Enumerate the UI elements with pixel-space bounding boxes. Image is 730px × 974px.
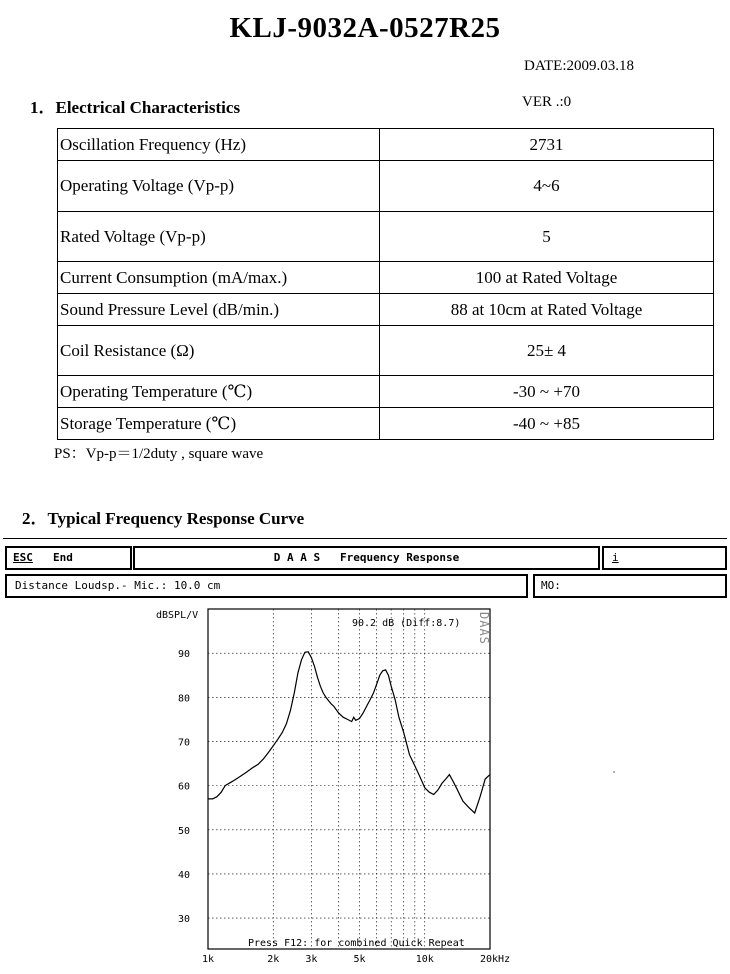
electrical-characteristics-table — [57, 128, 714, 440]
section-2-heading: 2．Typical Frequency Response Curve — [22, 509, 305, 528]
spec-label: Operating Temperature (℃) — [58, 376, 380, 408]
chart-grid — [208, 609, 490, 949]
info-label: i — [612, 551, 619, 564]
x-tick-label: 5k — [353, 954, 366, 965]
spec-value: 100 at Rated Voltage — [380, 262, 714, 294]
chart-footer: Press F12: for combined Quick Repeat — [248, 938, 465, 949]
spec-label: Current Consumption (mA/max.) — [58, 262, 380, 294]
y-tick-label: 80 — [177, 693, 190, 705]
table-row — [58, 129, 714, 161]
frequency-response-chart — [0, 600, 730, 974]
distance-field — [5, 574, 528, 598]
y-tick-label: 30 — [177, 914, 190, 926]
spec-label: Operating Voltage (Vp-p) — [58, 161, 380, 212]
divider — [3, 538, 727, 539]
x-tick-label: 3k — [305, 954, 318, 965]
spec-value: 2731 — [380, 129, 714, 161]
spec-label: Coil Resistance (Ω) — [58, 326, 380, 376]
spec-label: Rated Voltage (Vp-p) — [58, 212, 380, 262]
esc-end-button[interactable] — [5, 546, 132, 570]
y-tick-label: 40 — [177, 869, 190, 881]
spec-label: Oscillation Frequency (Hz) — [58, 129, 380, 161]
daas-title-bar — [133, 546, 600, 570]
mo-field[interactable] — [533, 574, 727, 598]
spec-value: -30 ~ +70 — [380, 376, 714, 408]
document-title: KLJ-9032A-0527R25 — [229, 12, 501, 44]
daas-watermark: DAAS — [477, 612, 491, 645]
section-1-heading: 1．Electrical Characteristics — [30, 98, 241, 117]
y-axis-label: dBSPL/V — [156, 610, 199, 621]
x-tick-label: 1k — [201, 954, 215, 965]
x-tick-label: 20kHz — [480, 954, 511, 965]
daas-title: D A A S Frequency Response — [273, 551, 460, 564]
table-row — [58, 212, 714, 262]
spec-value: 4~6 — [380, 161, 714, 212]
chart-annotation: 90.2 dB (Diff:8.7) — [352, 618, 461, 629]
mo-label: MO: — [541, 579, 561, 592]
y-tick-label: 50 — [177, 825, 190, 837]
spec-value: 25± 4 — [380, 326, 714, 376]
spec-value: 5 — [380, 212, 714, 262]
table-row — [58, 376, 714, 408]
document-version: VER .:0 — [522, 94, 572, 110]
table-row — [58, 408, 714, 440]
spec-value: -40 ~ +85 — [380, 408, 714, 440]
esc-key-label: ESC — [13, 551, 33, 564]
x-tick-label: 2k — [267, 954, 280, 965]
y-tick-label: 70 — [177, 737, 190, 749]
spec-label: Sound Pressure Level (dB/min.) — [58, 294, 380, 326]
plot-frame — [208, 609, 490, 949]
speck — [613, 771, 615, 773]
end-label: End — [53, 551, 73, 564]
table-row — [58, 294, 714, 326]
y-tick-label: 90 — [177, 649, 190, 661]
response-curve — [208, 652, 490, 813]
distance-label: Distance Loudsp.- Mic.: 10.0 cm — [15, 579, 221, 592]
waveform-note: PS：Vp-p＝1/2duty , square wave — [54, 446, 264, 462]
spec-label: Storage Temperature (℃) — [58, 408, 380, 440]
info-button[interactable] — [602, 546, 727, 570]
table-row — [58, 262, 714, 294]
spec-value: 88 at 10cm at Rated Voltage — [380, 294, 714, 326]
table-row — [58, 326, 714, 376]
x-tick-label: 10k — [415, 954, 434, 965]
table-row — [58, 161, 714, 212]
y-tick-label: 60 — [177, 781, 190, 793]
document-date: DATE:2009.03.18 — [524, 58, 634, 74]
